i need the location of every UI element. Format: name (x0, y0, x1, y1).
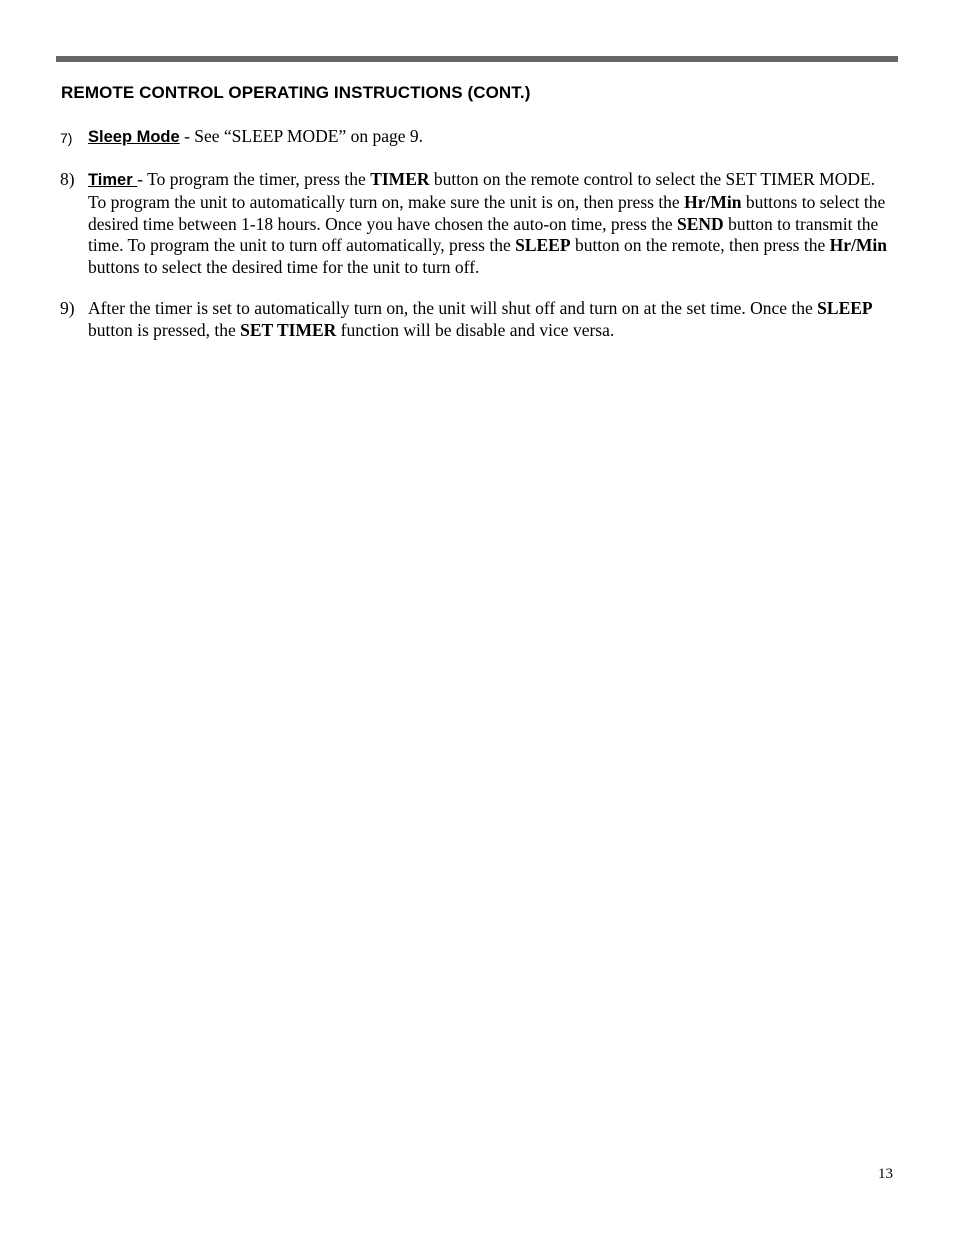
header-rule (56, 56, 898, 62)
item-title: Timer (88, 171, 138, 189)
bold-term: SEND (677, 213, 724, 234)
text-run: buttons to select the desired time for the unit to turn off. (88, 257, 480, 278)
bold-term: SLEEP (515, 235, 571, 256)
list-item-timer (60, 169, 890, 279)
list-item-sleep-mode (60, 126, 890, 149)
item-body (88, 169, 890, 279)
text-run: function will be disable and vice versa. (336, 319, 615, 340)
text-run: After the timer is set to automatically turn on, the unit will shut off and turn on at the set time. Once the (88, 298, 818, 318)
list-item-timer-note (60, 298, 890, 342)
section-heading: REMOTE CONTROL OPERATING INSTRUCTIONS (CONT.) (61, 83, 531, 102)
text-run: button to transmit the time. To program the unit to turn off automatically, press the (88, 213, 879, 256)
text-run: button on the remote, then press the (570, 235, 830, 256)
item-number: 8) (60, 169, 75, 189)
item-number: 7) (60, 130, 73, 146)
bold-term: SET TIMER (240, 319, 337, 340)
bold-term: SLEEP (817, 298, 873, 318)
text-run: button is pressed, the (88, 319, 241, 340)
text-run: button on the remote control to select the SET TIMER MODE. To program the unit to automatically turn on, make sure the unit is on, then press the (88, 169, 876, 212)
item-title: Sleep Mode (88, 128, 180, 146)
bold-term: Hr/Min (829, 235, 887, 256)
item-body (88, 298, 890, 342)
item-number: 9) (60, 298, 75, 318)
text-run: - To program the timer, press the (137, 169, 371, 189)
text-run: buttons to select the desired time between 1-18 hours. Once you have chosen the auto-on time, press the (88, 191, 886, 234)
bold-term: Hr/Min (684, 191, 742, 212)
bold-term: TIMER (370, 169, 430, 189)
page-number: 13 (878, 1166, 893, 1182)
item-text: - See “SLEEP MODE” on page 9. (179, 126, 424, 146)
item-body (88, 126, 890, 149)
